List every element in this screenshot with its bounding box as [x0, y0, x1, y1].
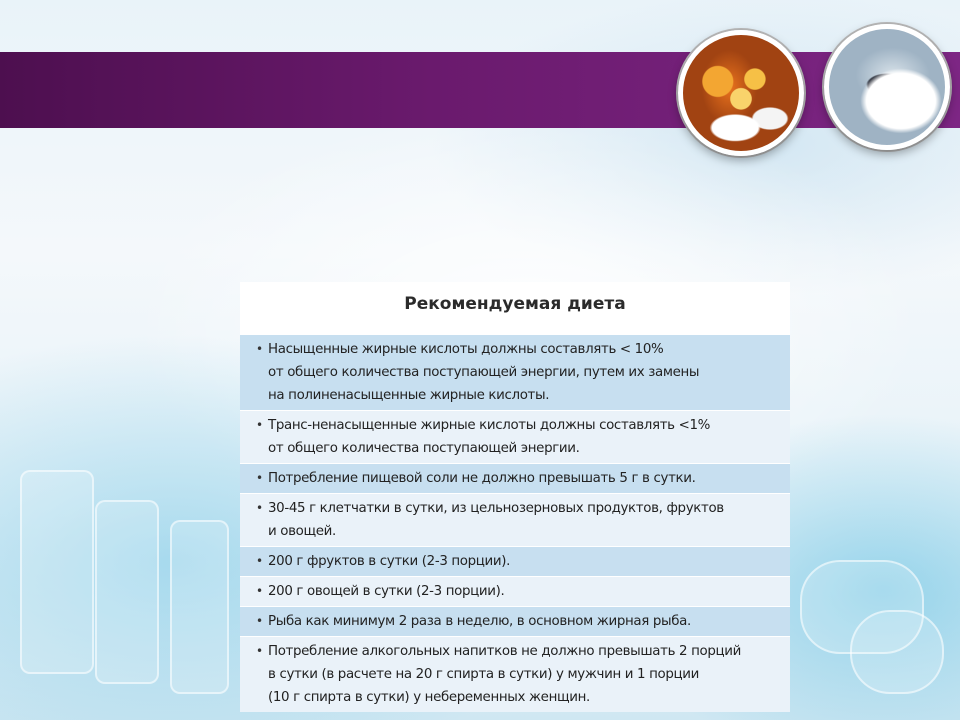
table-row [240, 636, 790, 712]
doctor-photo [824, 24, 950, 150]
header-band [0, 52, 960, 128]
pills-photo [678, 30, 804, 156]
bullet-icon: • [256, 342, 263, 356]
row-text-line: (10 г спирта в сутки) у небеременных женщин. [268, 690, 590, 705]
row-text-line: и овощей. [268, 524, 336, 539]
table-title: Рекомендуемая диета [240, 282, 790, 334]
row-text-line: от общего количества поступающей энергии. [268, 441, 580, 456]
table-row [240, 576, 790, 606]
bullet-icon: • [256, 501, 263, 515]
table-row [240, 546, 790, 576]
table-rows [240, 334, 790, 712]
row-text-line: 200 г овощей в сутки (2-3 порции). [268, 584, 505, 599]
row-text-line: Потребление алкогольных напитков не должно превышать 2 порций [268, 644, 741, 659]
diet-table [240, 282, 790, 712]
table-row [240, 334, 790, 410]
row-text-line: Насыщенные жирные кислоты должны составлять < 10% [268, 342, 664, 357]
bullet-icon: • [256, 471, 263, 485]
row-text-line: на полиненасыщенные жирные кислоты. [268, 388, 550, 403]
row-text-line: 200 г фруктов в сутки (2-3 порции). [268, 554, 511, 569]
row-text-line: Потребление пищевой соли не должно превышать 5 г в сутки. [268, 471, 696, 486]
bullet-icon: • [256, 584, 263, 598]
bullet-icon: • [256, 614, 263, 628]
row-text-line: от общего количества поступающей энергии, путем их замены [268, 365, 700, 380]
bullet-icon: • [256, 418, 263, 432]
table-row [240, 410, 790, 463]
bullet-icon: • [256, 644, 263, 658]
table-row [240, 606, 790, 636]
table-row [240, 493, 790, 546]
bullet-icon: • [256, 554, 263, 568]
table-row [240, 463, 790, 493]
row-text-line: Рыба как минимум 2 раза в неделю, в основном жирная рыба. [268, 614, 691, 629]
row-text-line: в сутки (в расчете на 20 г спирта в сутки) у мужчин и 1 порции [268, 667, 699, 682]
row-text-line: 30-45 г клетчатки в сутки, из цельнозерновых продуктов, фруктов [268, 501, 724, 516]
row-text-line: Транс-ненасыщенные жирные кислоты должны составлять <1% [268, 418, 711, 433]
